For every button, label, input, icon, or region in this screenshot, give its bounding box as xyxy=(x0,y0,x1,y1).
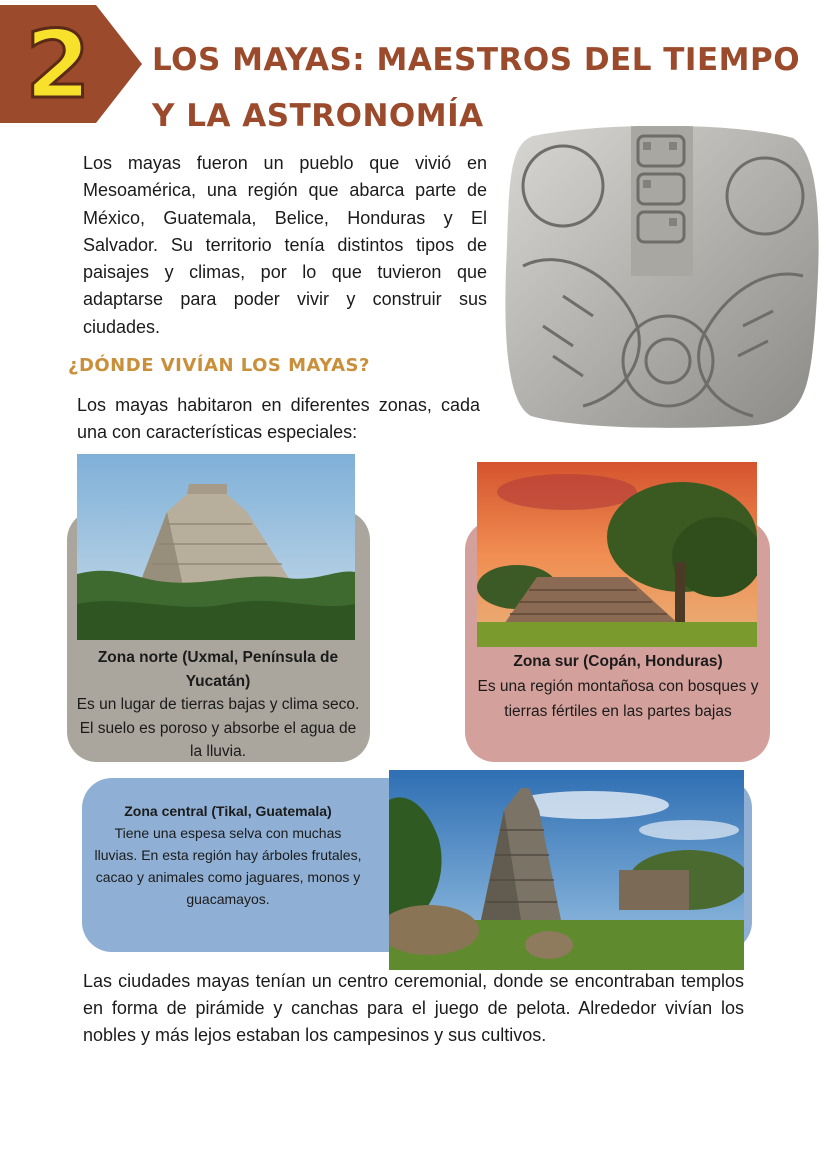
zone-south-title: Zona sur (Copán, Honduras) xyxy=(513,653,723,670)
zone-central-description: Tiene una espesa selva con muchas lluvias. En esta región hay árboles frutales, cacao y animales como jaguares, monos y guacamayos. xyxy=(94,825,362,907)
section-number: 2 xyxy=(25,11,91,120)
zone-north-description: Es un lugar de tierras bajas y clima seco. El suelo es poroso y absorbe el agua de la lluvia. xyxy=(76,696,360,760)
section-heading: ¿DÓNDE VIVÍAN LOS MAYAS? xyxy=(68,355,370,376)
zone-central-title: Zona central (Tikal, Guatemala) xyxy=(124,803,332,819)
zone-central-text-block xyxy=(94,800,362,910)
zone-north-image xyxy=(77,454,355,640)
zone-south-text-block xyxy=(473,649,763,724)
zone-north-title: Zona norte (Uxmal, Península de Yucatán) xyxy=(97,649,339,690)
zone-south-image xyxy=(477,462,757,647)
page-title: LOS MAYAS: MAESTROS DEL TIEMPO Y LA ASTRONOMÍA xyxy=(152,42,801,134)
section-number-badge xyxy=(0,5,142,123)
maya-stela-image xyxy=(503,126,819,428)
intro-paragraph: Los mayas fueron un pueblo que vivió en Mesoamérica, una región que abarca parte de México, Guatemala, Belice, Honduras y El Salvador. Su territorio tenía distintos tipos de paisajes y climas, por lo que tuvieron que adaptarse para poder vivir y construir sus ciudades. xyxy=(83,153,487,337)
zone-central-image xyxy=(389,770,744,970)
closing-paragraph: Las ciudades mayas tenían un centro ceremonial, donde se encontraban templos en forma de pirámide y canchas para el juego de pelota. Alrededor vivían los nobles y más lejos estaban los campesinos y sus cultivos. xyxy=(83,971,744,1045)
section-intro: Los mayas habitaron en diferentes zonas, cada una con características especiales: xyxy=(77,395,480,442)
zone-south-description: Es una región montañosa con bosques y tierras fértiles en las partes bajas xyxy=(477,678,759,720)
zone-north-text-block xyxy=(73,646,363,764)
